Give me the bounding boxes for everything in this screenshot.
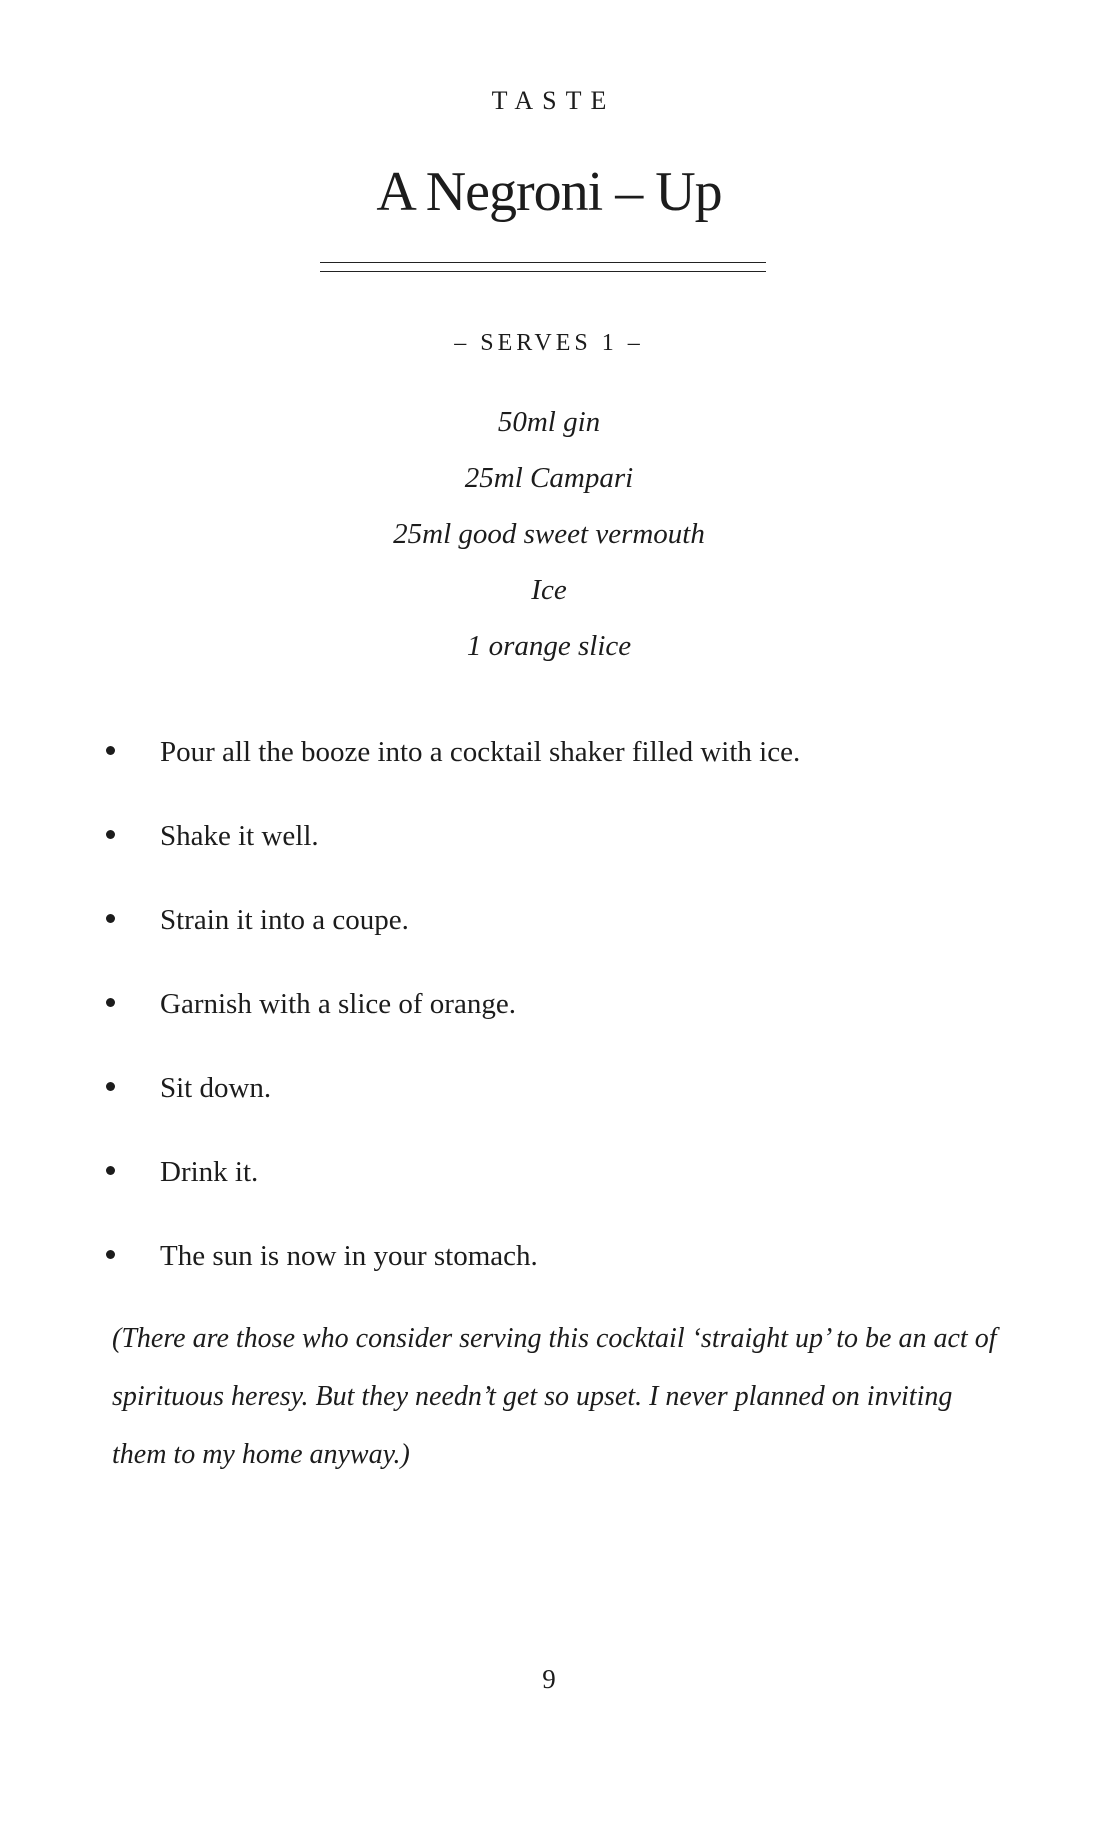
ingredient-item: 1 orange slice [466,630,632,662]
method-steps [0,730,1098,1318]
ingredient-item: 50ml gin [497,406,601,438]
bullet-icon [106,914,115,923]
step-text: Sit down. [160,1072,272,1104]
ingredient-item: 25ml good sweet vermouth [393,518,705,550]
step-text: The sun is now in your stomach. [160,1240,538,1272]
serves-label: – SERVES 1 – [454,330,644,356]
step-text: Garnish with a slice of orange. [160,988,516,1020]
ingredient-list [0,400,1098,680]
bullet-icon [106,830,115,839]
step-item [0,1234,1098,1318]
bullet-icon [106,1166,115,1175]
step-item [0,1150,1098,1234]
bullet-icon [106,998,115,1007]
ingredient-item: 25ml Campari [464,462,634,494]
step-item [0,898,1098,982]
step-item [0,1066,1098,1150]
recipe-note: (There are those who consider serving this cocktail ‘straight up’ to be an act of spirituous heresy. But they needn’t get so upset. I never planned on inviting them to my home anyway.) [112,1323,997,1470]
step-item [0,730,1098,814]
step-item [0,982,1098,1066]
ingredient-item: Ice [531,574,567,606]
step-text: Drink it. [160,1156,259,1188]
bullet-icon [106,1082,115,1091]
step-text: Strain it into a coupe. [160,904,409,936]
step-text: Shake it well. [160,820,319,852]
bullet-icon [106,746,115,755]
section-header: TASTE [491,86,616,115]
recipe-title: A Negroni – Up [376,161,722,223]
page-number: 9 [542,1664,556,1694]
bullet-icon [106,1250,115,1259]
title-divider [320,262,766,272]
step-item [0,814,1098,898]
step-text: Pour all the booze into a cocktail shaker filled with ice. [160,736,801,768]
